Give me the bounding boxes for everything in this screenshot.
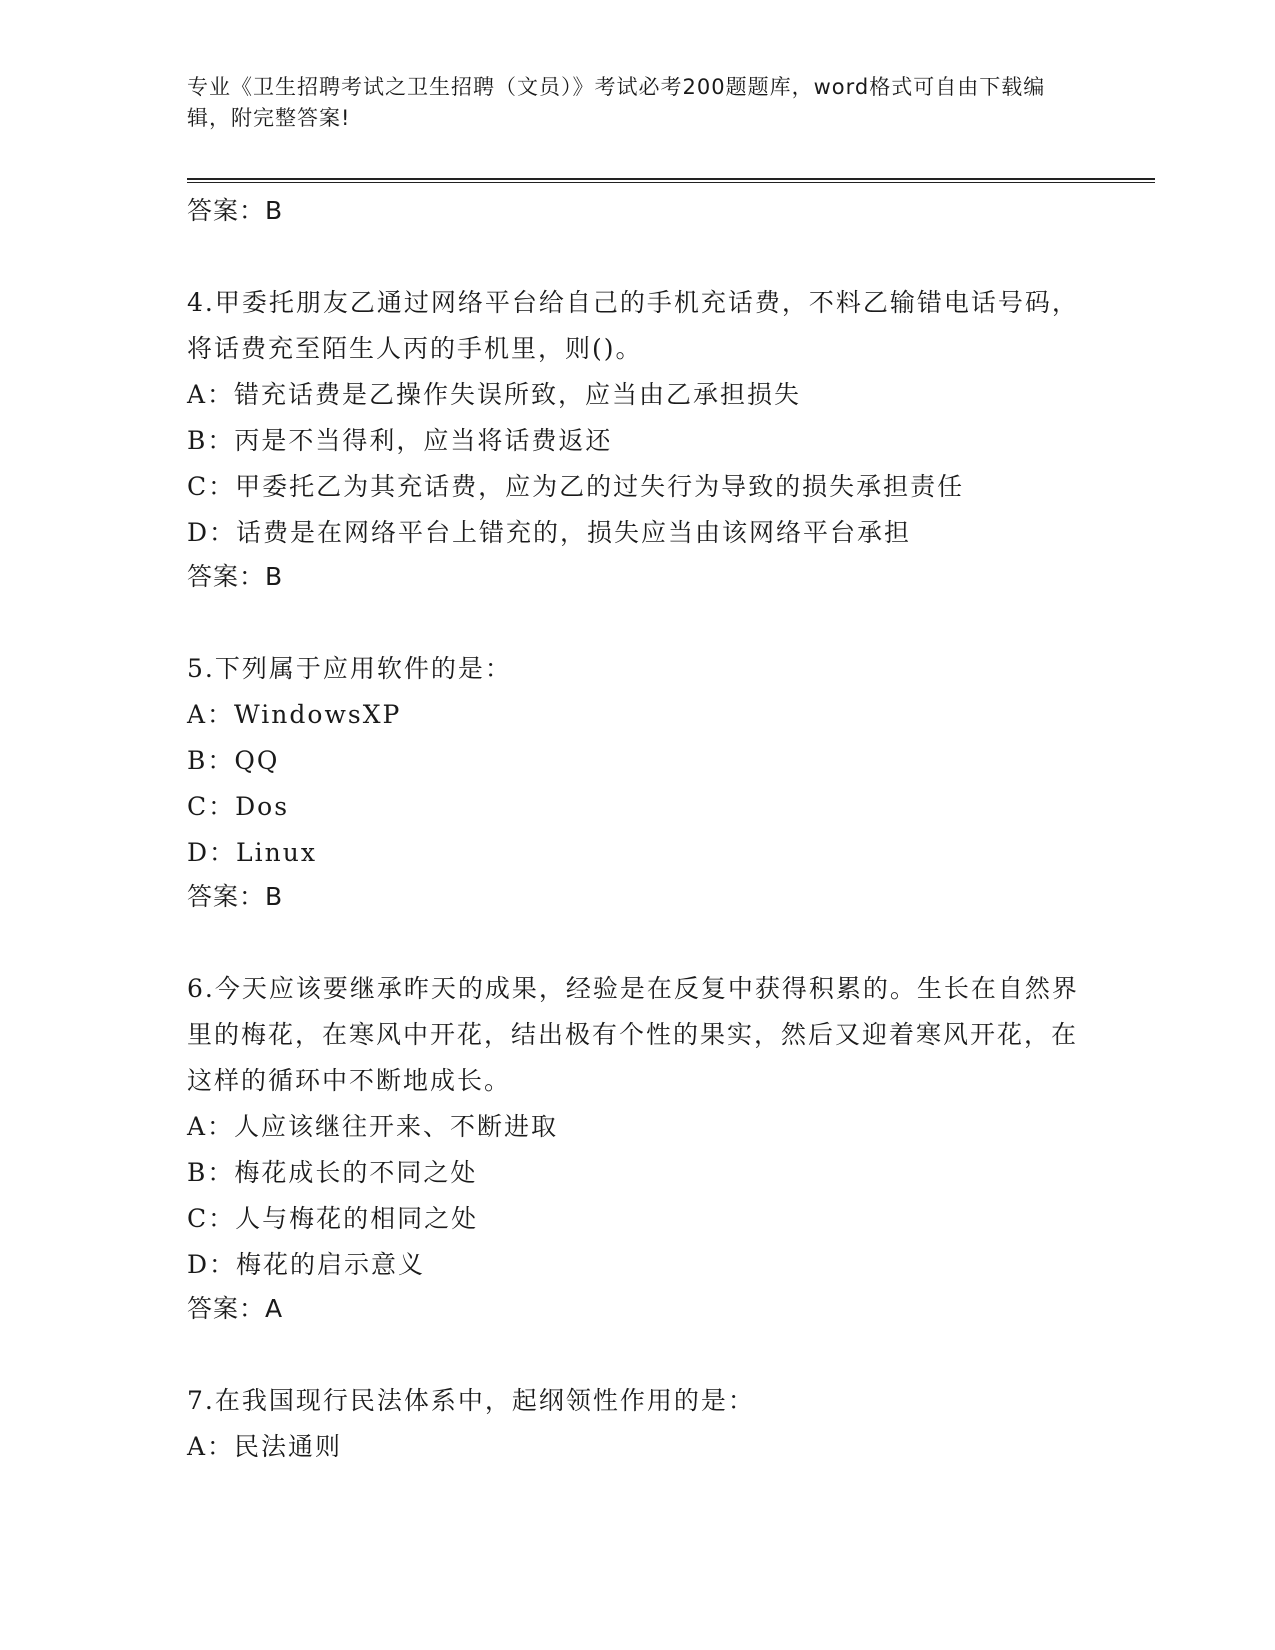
question-stem: 7.在我国现行民法体系中，起纲领性作用的是： [187, 1386, 755, 1415]
answer-line: 答案：B [187, 196, 284, 225]
question-7 [187, 1378, 1087, 1470]
answer-line: 答案：B [187, 562, 284, 591]
option-d: D：话费是在网络平台上错充的，损失应当由该网络平台承担 [187, 518, 912, 547]
option-a: A：人应该继往开来、不断进取 [187, 1112, 559, 1141]
question-stem: 4.甲委托朋友乙通过网络平台给自己的手机充话费，不料乙输错电话号码，将话费充至陌生人丙的手机里，则()。 [187, 288, 1079, 363]
question-stem: 5.下列属于应用软件的是： [187, 654, 512, 683]
option-a: A：错充话费是乙操作失误所致，应当由乙承担损失 [187, 380, 802, 409]
option-c: C：Dos [187, 792, 290, 821]
question-6 [187, 966, 1087, 1330]
option-d: D：Linux [187, 838, 317, 867]
option-c: C：甲委托乙为其充话费，应为乙的过失行为导致的损失承担责任 [187, 472, 965, 501]
option-a: A：民法通则 [187, 1432, 343, 1461]
answer-line: 答案：A [187, 1294, 284, 1323]
question-4 [187, 280, 1087, 598]
option-b: B：QQ [187, 746, 280, 775]
option-b: B：丙是不当得利，应当将话费返还 [187, 426, 613, 455]
answer-line: 答案：B [187, 882, 284, 911]
option-c: C：人与梅花的相同之处 [187, 1204, 479, 1233]
option-d: D：梅花的启示意义 [187, 1250, 426, 1279]
question-stem: 6.今天应该要继承昨天的成果，经验是在反复中获得积累的。生长在自然界里的梅花，在寒风中开花，结出极有个性的果实，然后又迎着寒风开花，在这样的循环中不断地成长。 [187, 974, 1079, 1095]
question-5 [187, 646, 1087, 918]
option-a: A：WindowsXP [187, 700, 402, 729]
option-b: B：梅花成长的不同之处 [187, 1158, 478, 1187]
header-rule [187, 178, 1155, 183]
page-header: 专业《卫生招聘考试之卫生招聘（文员）》考试必考200题题库，word格式可自由下载编辑，附完整答案! [187, 75, 1046, 130]
question-list [187, 190, 1087, 1470]
